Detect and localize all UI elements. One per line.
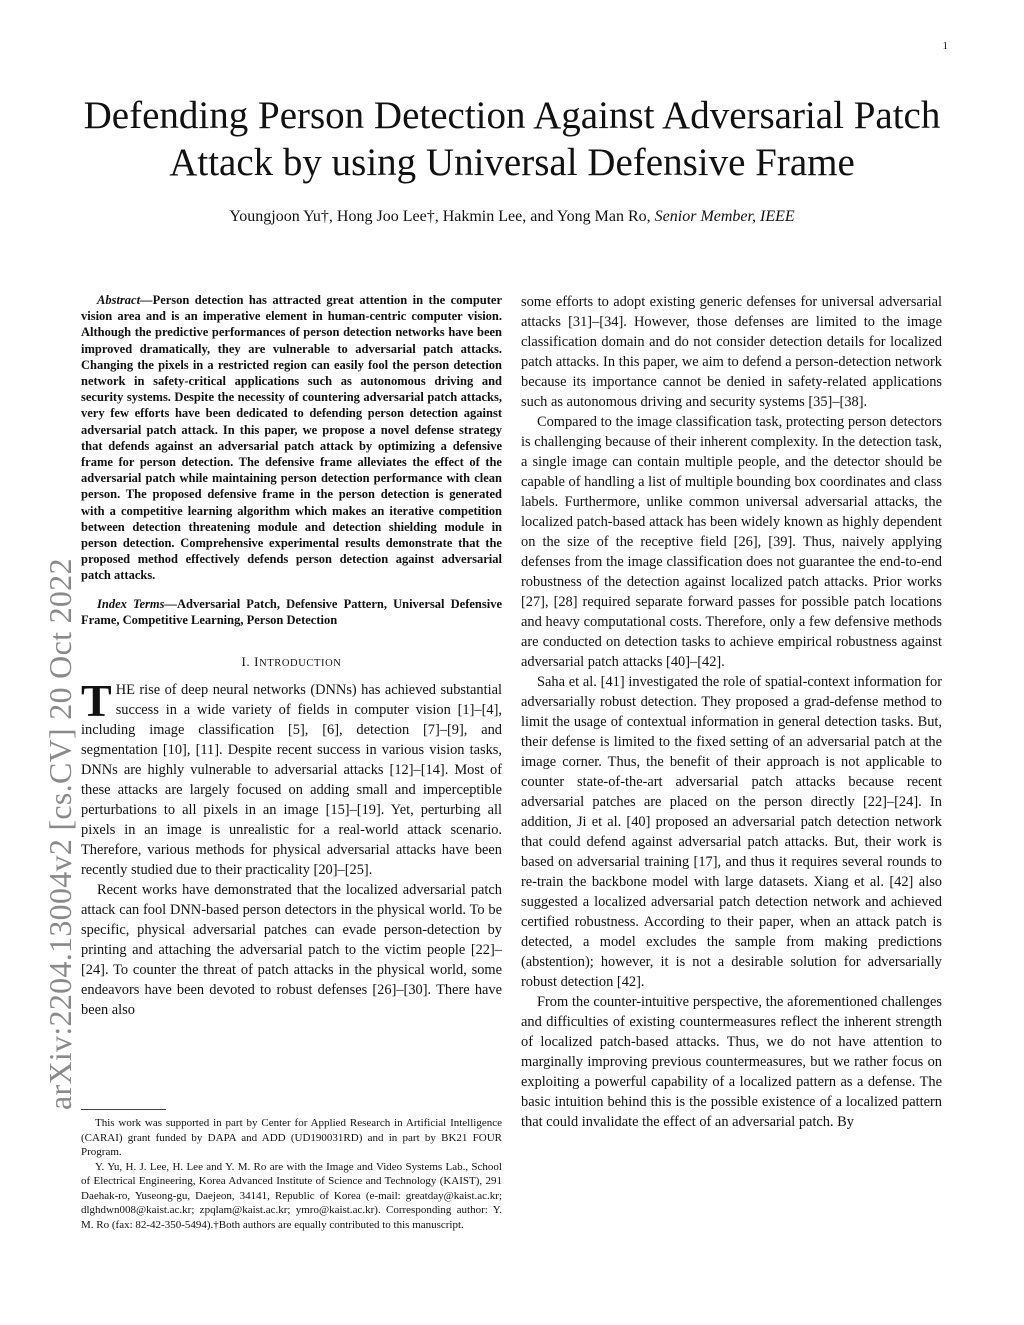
intro-paragraph-1-text: HE rise of deep neural networks (DNNs) has achieved substantial success in a wide variety of fields in computer vision [1]–[4], including image classification [5], [6], detection [7]–[9], and segmentation [10], [11]. Despite recent success in various vision tasks, DNNs are highly vulnerable to adversarial attacks [12]–[14]. Most of these attacks are largely focused on adding small and imperceptible perturbations to all pixels in an image [15]–[19]. Yet, perturbing all pixels in an image is unrealistic for a real-world attack scenario. Therefore, various methods for physical adversarial attacks have been recently studied due to their practicality [20]–[25]. [81, 682, 502, 879]
footnote [81, 1116, 502, 1232]
left-column [81, 292, 502, 1020]
section-first-letter: I [254, 654, 260, 670]
author-names: Youngjoon Yu†, Hong Joo Lee†, Hakmin Lee, and Yong Man Ro, [229, 208, 651, 225]
abstract-label: Abstract— [97, 293, 153, 307]
footnote-funding: This work was supported in part by Center for Applied Research in Artificial Intelligence (CARAI) grant funded by DAPA and ADD (UD190031RD) and in part by BK21 FOUR Program. [81, 1117, 502, 1158]
index-terms-text: Adversarial Patch, Defensive Pattern, Universal Defensive Frame, Competitive Learning, Person Detection [81, 596, 502, 627]
right-paragraph-4: From the counter-intuitive perspective, the aforementioned challenges and difficulties of existing countermeasures reflect the inherent strength of localized patch-based attacks. Thus, we do not have attention to marginally improving previous countermeasures, but we rather focus on exploiting a powerful capability of a localized pattern as a defense. The basic intuition behind this is the possible existence of a localized pattern that could invalidate the effect of an adversarial patch. By [521, 994, 942, 1130]
drop-cap: T [81, 675, 112, 727]
index-terms [81, 596, 502, 628]
footnote-affiliation: Y. Yu, H. J. Lee, H. Lee and Y. M. Ro are with the Image and Video Systems Lab., School of Electrical Engineering, Korea Advanced Institute of Science and Technology (KAIST), 291 Daehak-ro, Yuseong-gu, Daejeon, 34141, Republic of Korea (e-mail: greatday@kaist.ac.kr; dlghdwn008@kaist.ac.kr; zpqlam@kaist.ac.kr; ymro@kaist.ac.kr). Corresponding author: Y. M. Ro (fax: 82-42-350-5494).†Both authors are equally contributed to this manuscript. [81, 1160, 502, 1231]
right-paragraph-3: Saha et al. [41] investigated the role of spatial-context information for adversarially robust detection. They proposed a grad-defense method to limit the usage of contextual information in general detection tasks. But, their defense is limited to the fixed setting of an adversarial patch at the image corner. Thus, the benefit of their approach is not applicable to counter state-of-the-art adversarial patch attacks because recent adversarial patches are placed on the person directly [22]–[24]. In addition, Ji et al. [40] proposed an adversarial patch detection network that could defend against adversarial patch attacks. But, their work is based on adversarial training [17], and thus it requires several rounds to re-train the backbone model with large datasets. Xiang et al. [42] also suggested a localized adversarial patch detection network and achieved certified robustness. According to their paper, when an attack patch is detected, a model excludes the sample from making predictions (abstention); however, it is not a desirable solution for adversarially robust detection [42]. [521, 674, 942, 990]
author-line [80, 208, 944, 226]
index-terms-label: Index Terms— [97, 596, 177, 611]
right-paragraph-2: Compared to the image classification task, protecting person detectors is challenging because of their inherent complexity. In the detection task, a single image can contain multiple people, and the detector should be capable of handling a list of multiple bounding box coordinates and class labels. Furthermore, unlike common universal adversarial attacks, the localized patch-based attack has been widely known as highly dependent on the size of the receptive field [26], [39]. Thus, naively applying defenses from the image classification does not guarantee the end-to-end robustness of the detection against localized patch attacks. Prior works [27], [28] required separate forward passes for possible patch locations and heavy computational costs. Therefore, only a few defensive methods are conducted on detection tasks to achieve empirical robustness against adversarial patch attacks [40]–[42]. [521, 414, 942, 670]
footnote-rule [81, 1109, 166, 1110]
right-paragraph-1: some efforts to adopt existing generic defenses for universal adversarial attacks [31]–[34]. However, those defenses are limited to the image classification domain and do not consider detection details for localized patch attacks. In this paper, we aim to defend a person-detection network because its importance cannot be denied in safety-related applications such as autonomous driving and security systems [35]–[38]. [521, 294, 942, 410]
intro-paragraph-2: Recent works have demonstrated that the localized adversarial patch attack can fool DNN-based person detectors in the physical world. To be specific, physical adversarial patches can evade person-detection by printing and attaching the adversarial patch to the victim people [22]–[24]. To counter the threat of patch attacks in the physical world, some endeavors have been devoted to robust defenses [26]–[30]. There have been also [81, 882, 502, 1019]
section-number: I. [241, 654, 251, 670]
author-membership: Senior Member, IEEE [654, 208, 795, 225]
section-rest: NTRODUCTION [259, 658, 342, 670]
section-heading [81, 654, 502, 670]
abstract-text: Person detection has attracted great attention in the computer vision area and is an imperative element in human-centric computer vision. Although the predictive performances of person detection networks have been improved dramatically, they are vulnerable to adversarial patch attacks. Changing the pixels in a restricted region can easily fool the person detection network in safety-critical applications such as autonomous driving and security systems. Despite the necessity of countering adversarial patch attacks, very few efforts have been dedicated to defending person detection against adversarial patch attack. In this paper, we propose a novel defense strategy that defends against an adversarial patch attack by optimizing a defensive frame for person detection. The defensive frame alleviates the effect of the adversarial patch while maintaining person detection performance with clean person. The proposed defensive frame in the person detection is generated with a competitive learning algorithm which makes an iterative competition between detection threatening module and detection shielding module in person detection. Comprehensive experimental results demonstrate that the proposed method effectively defends person detection against adversarial patch attacks. [81, 293, 502, 583]
right-column [521, 292, 942, 1132]
intro-paragraph-1 [81, 675, 502, 880]
abstract [81, 292, 502, 584]
paper-title: Defending Person Detection Against Adversarial Patch Attack by using Universal Defensive Frame [83, 94, 941, 184]
arxiv-stamp[interactable]: arXiv:2204.13004v2 [cs.CV] 20 Oct 2022 [42, 558, 78, 1110]
page-number: 1 [942, 40, 948, 52]
